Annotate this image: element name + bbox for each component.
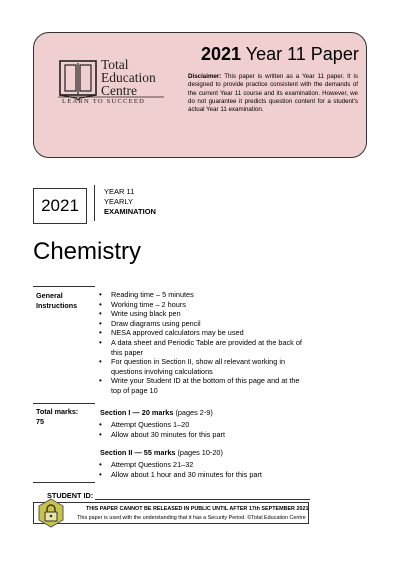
padlock-icon <box>36 498 66 528</box>
paper-title <box>201 44 359 65</box>
list-item: • Draw diagrams using pencil <box>98 319 308 329</box>
list-item: • Reading time – 5 minutes <box>98 290 308 300</box>
list-item: • Allow about 30 minutes for this part <box>98 430 225 440</box>
disclaimer-text: This paper is written as a Year 11 paper. It is designed to provide practice consistent with the demands of the current Year 11 course and its examination. However, we do not guarantee it predicts question content for a student's actual Year 11 examination. <box>188 73 358 114</box>
list-item: • Working time – 2 hours <box>98 300 308 310</box>
exam-year: 2021 <box>41 196 79 215</box>
exam-year-box <box>33 188 87 224</box>
section-1-title: Section I — 20 marks <box>100 408 174 417</box>
list-item: • NESA approved calculators may be used <box>98 328 308 338</box>
section-2-pages: (pages 10-20) <box>175 448 223 457</box>
section-1-pages: (pages 2-9) <box>173 408 213 417</box>
divider <box>33 482 95 483</box>
list-item: • Attempt Questions 1–20 <box>98 420 225 430</box>
gi-label-line-1: General <box>36 291 63 300</box>
divider <box>33 403 95 404</box>
exam-line-3: EXAMINATION <box>104 207 156 216</box>
logo-wordmark <box>101 58 156 97</box>
student-id-label: STUDENT ID: <box>47 491 94 500</box>
disclaimer-label: Disclaimer: <box>188 73 222 80</box>
logo-line-2: Education <box>101 70 156 85</box>
paper-year: 2021 <box>201 44 242 64</box>
exam-line-1: YEAR 11 <box>104 187 135 196</box>
list-item: • A data sheet and Periodic Table are provided at the back of this paper <box>98 338 308 357</box>
section-2-title: Section II — 55 marks <box>100 448 176 457</box>
subject-title: Chemistry <box>33 238 142 265</box>
general-instructions-label <box>36 291 91 311</box>
exam-type <box>104 187 156 217</box>
paper-title-text: Year 11 Paper <box>245 44 359 64</box>
logo-line-3: Centre <box>101 83 137 98</box>
disclaimer <box>188 73 358 114</box>
logo-line-1: Total <box>101 57 129 72</box>
total-marks-label <box>36 407 78 427</box>
general-instructions-list <box>98 290 308 396</box>
exam-line-2: YEARLY <box>104 197 134 206</box>
total-marks-title: Total marks: <box>36 407 79 416</box>
section-2-heading <box>100 448 223 457</box>
section-1-heading <box>100 408 213 417</box>
list-item: • For question in Section II, show all relevant working in questions involving calculations <box>98 357 308 376</box>
list-item: • Attempt Questions 21–32 <box>98 460 262 470</box>
divider <box>33 286 95 287</box>
section-1-list <box>98 420 225 440</box>
list-item: • Write your Student ID at the bottom of this page and at the top of page 10 <box>98 376 308 395</box>
gi-label-line-2: Instructions <box>36 301 78 310</box>
security-notice: This paper is used with the understanding that it has a Security Period. ©Total Education Centre <box>77 515 306 521</box>
list-item: • Allow about 1 hour and 30 minutes for this part <box>98 470 262 480</box>
list-item: • Write using black pen <box>98 309 308 319</box>
divider <box>94 185 95 221</box>
release-notice: THIS PAPER CANNOT BE RELEASED IN PUBLIC UNTIL AFTER 17th SEPTEMBER 2021 <box>86 506 309 512</box>
section-2-list <box>98 460 262 480</box>
student-id-field[interactable] <box>95 499 310 500</box>
logo-tagline: LEARN TO SUCCEED <box>62 98 146 105</box>
total-marks-value: 75 <box>36 417 44 426</box>
